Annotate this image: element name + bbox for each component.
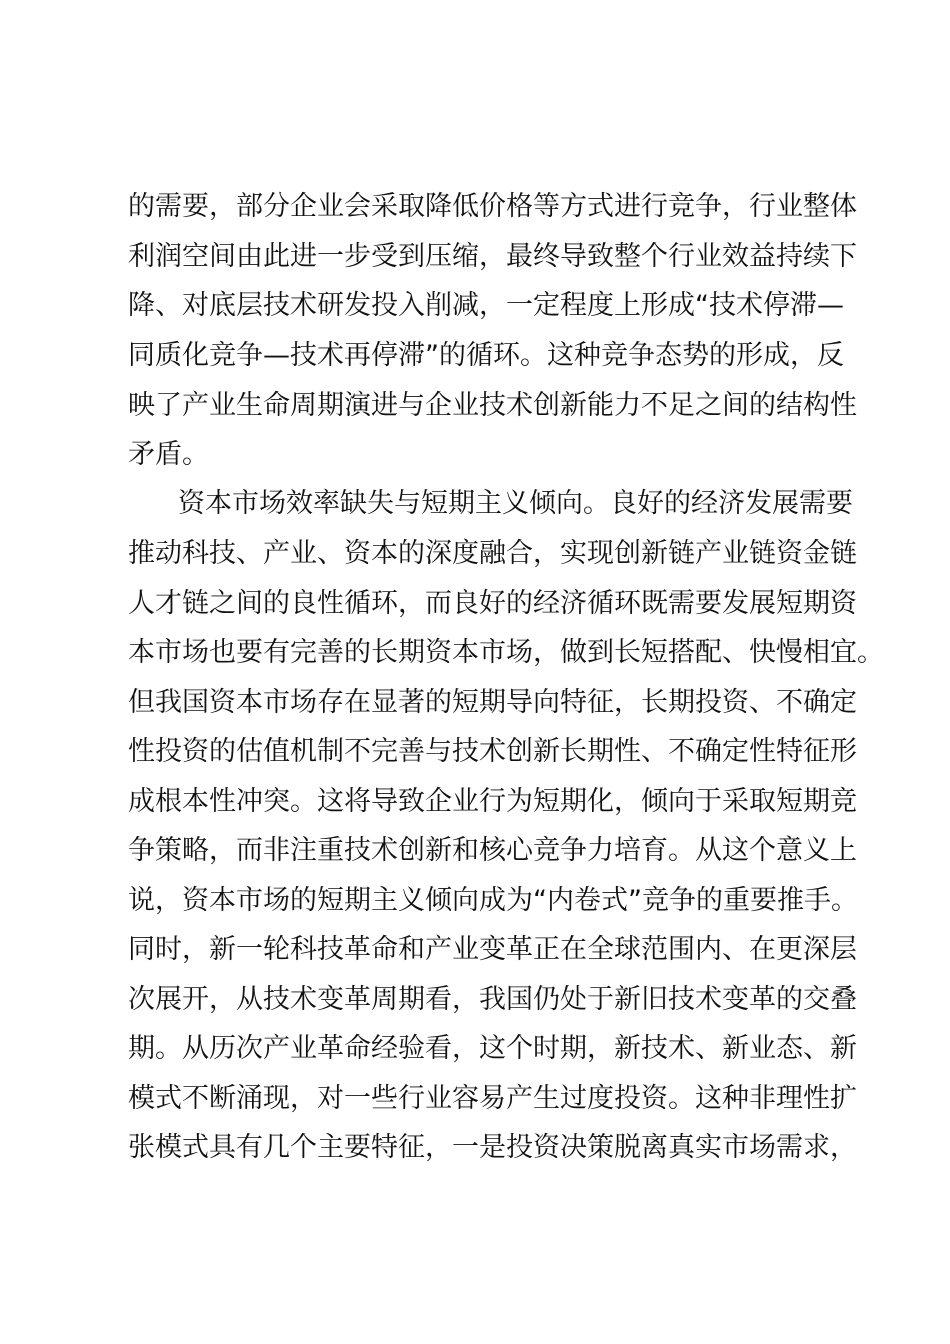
text-line: 成根本性冲突。这将导致企业行为短期化，倾向于采取短期竞 (128, 786, 857, 817)
text-line: 说，资本市场的短期主义倾向成为“内卷式”竞争的重要推手。 (128, 885, 858, 916)
text-line: 映了产业生命周期演进与企业技术创新能力不足之间的结构性 (128, 390, 857, 421)
paragraph-heading-line: 资本市场效率缺失与短期主义倾向。良好的经济发展需要 (178, 488, 853, 519)
text-line: 同时，新一轮科技革命和产业变革正在全球范围内、在更深层 (128, 934, 857, 965)
text-line: 的需要，部分企业会采取降低价格等方式进行竞争，行业整体 (128, 191, 857, 222)
text-line: 人才链之间的良性循环，而良好的经济循环既需要发展短期资 (128, 588, 857, 619)
text-line: 推动科技、产业、资本的深度融合，实现创新链产业链资金链 (128, 538, 857, 569)
text-line: 次展开，从技术变革周期看，我国仍处于新旧技术变革的交叠 (128, 984, 857, 1015)
text-line: 同质化竞争—技术再停滞”的循环。这种竞争态势的形成，反 (128, 340, 844, 371)
text-line: 模式不断涌现，对一些行业容易产生过度投资。这种非理性扩 (128, 1083, 857, 1114)
text-line: 降、对底层技术研发投入削减，一定程度上形成“技术停滞— (128, 290, 844, 321)
text-line: 张模式具有几个主要特征，一是投资决策脱离真实市场需求， (128, 1132, 857, 1163)
text-line: 争策略，而非注重技术创新和核心竞争力培育。从这个意义上 (128, 835, 857, 866)
text-line: 但我国资本市场存在显著的短期导向特征，长期投资、不确定 (128, 687, 857, 718)
text-line: 本市场也要有完善的长期资本市场，做到长短搭配、快慢相宜。 (128, 637, 884, 668)
text-line: 利润空间由此进一步受到压缩，最终导致整个行业效益持续下 (128, 241, 857, 272)
text-line: 矛盾。 (128, 439, 209, 470)
text-line: 性投资的估值机制不完善与技术创新长期性、不确定性特征形 (128, 736, 857, 767)
text-line: 期。从历次产业革命经验看，这个时期，新技术、新业态、新 (128, 1033, 857, 1064)
